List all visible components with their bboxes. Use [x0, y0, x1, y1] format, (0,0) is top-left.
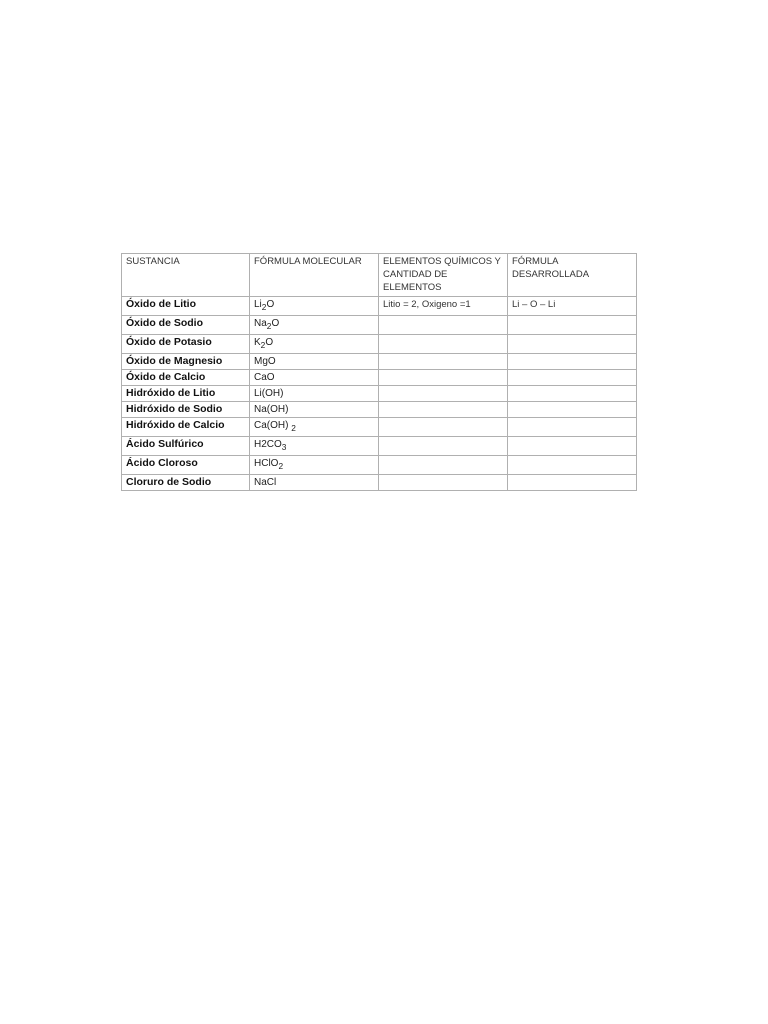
formula-cell: MgO	[250, 354, 379, 370]
table-row	[122, 418, 637, 437]
desarrollada-cell	[508, 475, 637, 491]
table-row	[122, 402, 637, 418]
table-row	[122, 335, 637, 354]
table-body	[122, 297, 637, 491]
formula-cell: $Li_2O$	[250, 297, 379, 316]
elementos-cell	[379, 354, 508, 370]
desarrollada-cell	[508, 335, 637, 354]
elementos-cell	[379, 370, 508, 386]
table-row	[122, 316, 637, 335]
elementos-cell	[379, 456, 508, 475]
table-row	[122, 386, 637, 402]
sustancia-cell: Hidróxido de Sodio	[122, 402, 250, 418]
formula-cell: CaO	[250, 370, 379, 386]
desarrollada-cell	[508, 316, 637, 335]
sustancia-cell: Óxido de Potasio	[122, 335, 250, 354]
formula-cell: Ca(OH) $_2$	[250, 418, 379, 437]
elementos-cell	[379, 316, 508, 335]
elementos-cell	[379, 437, 508, 456]
formula-cell: $H2CO_3$	[250, 437, 379, 456]
elementos-cell	[379, 402, 508, 418]
elementos-cell	[379, 475, 508, 491]
formula-cell: Li(OH)	[250, 386, 379, 402]
formula-cell: $K_2O$	[250, 335, 379, 354]
elementos-cell	[379, 386, 508, 402]
table-row	[122, 370, 637, 386]
table-row	[122, 297, 637, 316]
substances-table	[121, 253, 637, 491]
sustancia-cell: Ácido Cloroso	[122, 456, 250, 475]
table-row	[122, 475, 637, 491]
sustancia-cell: Cloruro de Sodio	[122, 475, 250, 491]
header-formula-molecular: FÓRMULA MOLECULAR	[250, 254, 379, 297]
desarrollada-cell	[508, 402, 637, 418]
desarrollada-cell	[508, 370, 637, 386]
desarrollada-cell	[508, 354, 637, 370]
sustancia-cell: Óxido de Calcio	[122, 370, 250, 386]
desarrollada-cell	[508, 386, 637, 402]
formula-cell: $Na_2O$	[250, 316, 379, 335]
header-elementos-quimicos: ELEMENTOS QUÍMICOS Y CANTIDAD DE ELEMENTOS	[379, 254, 508, 297]
sustancia-cell: Óxido de Litio	[122, 297, 250, 316]
elementos-cell	[379, 335, 508, 354]
table-row	[122, 437, 637, 456]
header-formula-desarrollada: FÓRMULA DESARROLLADA	[508, 254, 637, 297]
sustancia-cell: Hidróxido de Calcio	[122, 418, 250, 437]
desarrollada-cell	[508, 418, 637, 437]
elementos-cell	[379, 418, 508, 437]
header-sustancia: SUSTANCIA	[122, 254, 250, 297]
sustancia-cell: Hidróxido de Litio	[122, 386, 250, 402]
desarrollada-cell	[508, 437, 637, 456]
table-header-row	[122, 254, 637, 297]
sustancia-cell: Óxido de Magnesio	[122, 354, 250, 370]
desarrollada-cell: Li – O – Li	[508, 297, 637, 316]
desarrollada-cell	[508, 456, 637, 475]
elementos-cell: Litio = 2, Oxigeno =1	[379, 297, 508, 316]
table-row	[122, 456, 637, 475]
formula-cell: HClO$_2$	[250, 456, 379, 475]
formula-cell: NaCl	[250, 475, 379, 491]
table-row	[122, 354, 637, 370]
sustancia-cell: Ácido Sulfúrico	[122, 437, 250, 456]
formula-cell: Na(OH)	[250, 402, 379, 418]
sustancia-cell: Óxido de Sodio	[122, 316, 250, 335]
